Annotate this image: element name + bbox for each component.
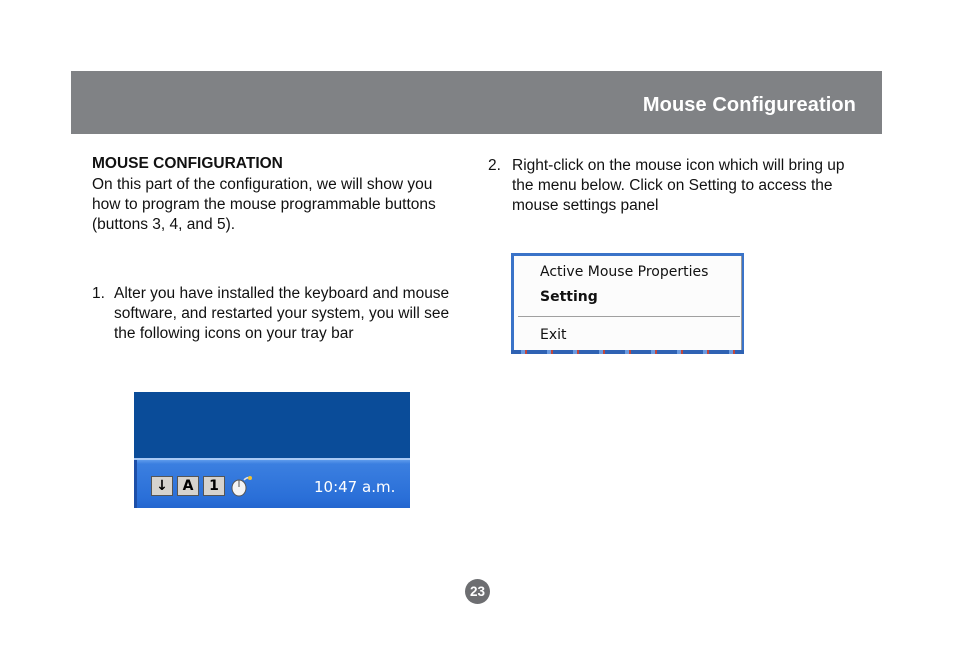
step-text: Alter you have installed the keyboard and mouse software, and restarted your system, you will see the following icons on your tray bar bbox=[114, 285, 450, 342]
step-number: 1. bbox=[92, 285, 105, 302]
context-menu bbox=[514, 256, 742, 350]
mouse-icon[interactable] bbox=[229, 474, 253, 498]
page-header bbox=[71, 71, 882, 134]
caps-lock-a-key-icon[interactable]: A bbox=[177, 476, 199, 496]
step-number: 2. bbox=[488, 157, 501, 174]
menu-item-active-mouse-properties[interactable]: Active Mouse Properties bbox=[540, 264, 709, 280]
menu-separator bbox=[518, 316, 740, 317]
page-number: 23 bbox=[465, 579, 490, 604]
num-lock-1-key-icon[interactable]: 1 bbox=[203, 476, 225, 496]
taskbar-strip bbox=[511, 350, 744, 354]
context-menu-screenshot bbox=[511, 253, 744, 354]
page-title: Mouse Configureation bbox=[642, 94, 856, 116]
menu-item-setting[interactable]: Setting bbox=[540, 289, 598, 305]
step-text: Right-click on the mouse icon which will bring up the menu below. Click on Setting to access the mouse settings panel bbox=[512, 157, 845, 214]
taskbar-tray bbox=[134, 458, 410, 508]
menu-item-exit[interactable]: Exit bbox=[540, 327, 567, 343]
intro-paragraph: On this part of the configuration, we will show you how to program the mouse programmable buttons (buttons 3, 4, and 5). bbox=[92, 176, 436, 233]
tray-clock[interactable]: 10:47 a.m. bbox=[314, 478, 396, 496]
tray-bar-screenshot bbox=[134, 392, 410, 508]
section-heading: MOUSE CONFIGURATION bbox=[92, 155, 283, 172]
arrow-down-key-icon[interactable]: ↓ bbox=[151, 476, 173, 496]
